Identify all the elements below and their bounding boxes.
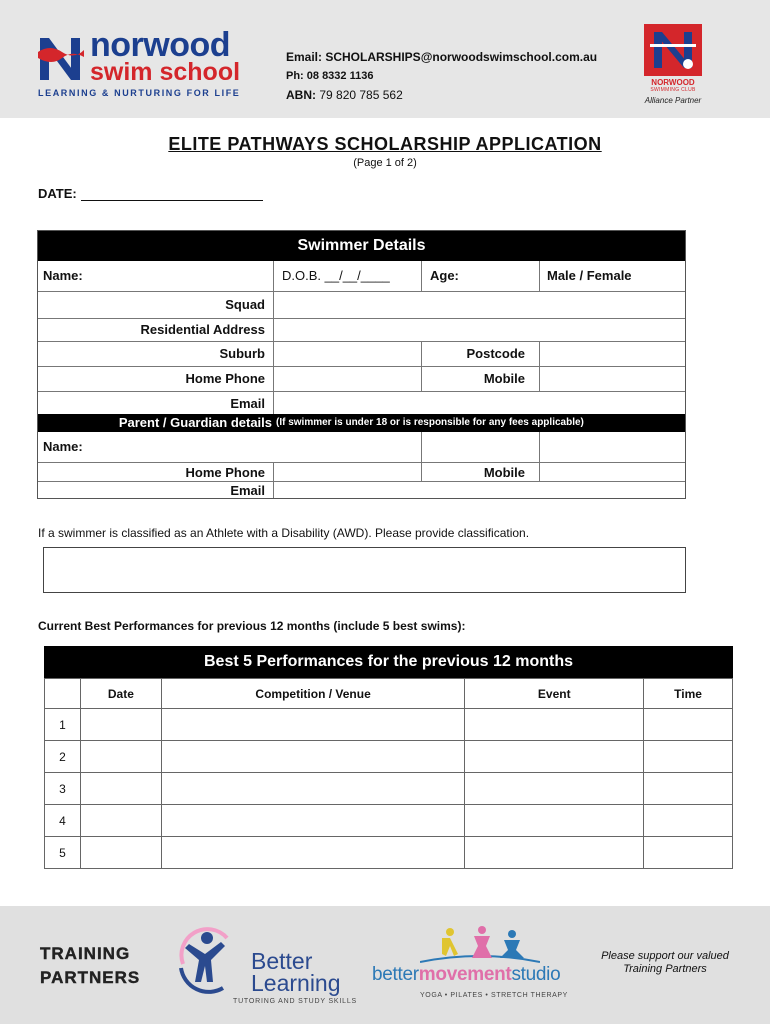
event-cell[interactable]	[465, 837, 644, 869]
col-date-header: Date	[80, 679, 161, 709]
swimmer-details-heading: Swimmer Details	[38, 231, 685, 261]
better-learning-figure-icon	[175, 924, 237, 994]
address-label: Residential Address	[140, 322, 265, 337]
time-cell[interactable]	[644, 805, 733, 837]
col-event-header: Event	[465, 679, 644, 709]
row-number: 5	[45, 837, 81, 869]
time-cell[interactable]	[644, 709, 733, 741]
postcode-label-cell	[421, 342, 539, 366]
row-number-header	[45, 679, 81, 709]
col-time-header: Time	[644, 679, 733, 709]
event-cell[interactable]	[465, 773, 644, 805]
row-number: 1	[45, 709, 81, 741]
squad-row	[38, 291, 685, 318]
performances-grid	[44, 678, 733, 869]
guardian-note: (If swimmer is under 18 or is responsible for any fees applicable)	[276, 417, 584, 428]
event-cell[interactable]	[465, 709, 644, 741]
swimming-club-n-icon	[650, 28, 696, 72]
table-row	[45, 837, 733, 869]
home-phone-input[interactable]	[273, 367, 421, 391]
yoga-figures-icon	[420, 924, 540, 964]
venue-cell[interactable]	[161, 773, 465, 805]
home-phone-label: Home Phone	[185, 371, 265, 386]
support-message: Please support our valued Training Partners	[601, 950, 729, 975]
training-partners-label: TRAINING PARTNERS	[40, 944, 141, 987]
performances-heading: Best 5 Performances for the previous 12 months	[44, 646, 733, 678]
guardian-mobile-label: Mobile	[483, 465, 525, 480]
venue-cell[interactable]	[161, 837, 465, 869]
home-phone-row	[38, 366, 685, 391]
performances-intro: Current Best Performances for previous 12 months (include 5 best swims):	[38, 619, 466, 633]
row-number: 4	[45, 805, 81, 837]
date-label: DATE:	[38, 186, 77, 201]
date-field	[38, 186, 263, 201]
event-cell[interactable]	[465, 741, 644, 773]
guardian-phone-row	[38, 462, 685, 481]
logo-tagline: LEARNING & NURTURING FOR LIFE	[38, 88, 241, 98]
footer	[0, 906, 770, 1024]
email-row	[38, 391, 685, 414]
time-cell[interactable]	[644, 741, 733, 773]
contact-block	[286, 48, 597, 105]
table-row	[45, 805, 733, 837]
logo-word-norwood: norwood	[90, 26, 231, 64]
squad-input[interactable]	[273, 292, 685, 318]
date-cell[interactable]	[80, 741, 161, 773]
suburb-input[interactable]	[273, 342, 421, 366]
date-cell[interactable]	[80, 709, 161, 741]
date-cell[interactable]	[80, 773, 161, 805]
awd-instruction: If a swimmer is classified as an Athlete with a Disability (AWD). Please provide classification.	[38, 526, 530, 540]
gender-field[interactable]	[539, 261, 685, 291]
table-row	[45, 741, 733, 773]
mobile-label-cell	[421, 367, 539, 391]
guardian-name-cell-mid[interactable]	[421, 432, 539, 462]
squad-label: Squad	[225, 297, 265, 312]
better-movement-studio-name: bettermovementstudio	[372, 964, 561, 985]
event-cell[interactable]	[465, 805, 644, 837]
venue-cell[interactable]	[161, 709, 465, 741]
contact-phone: Ph: 08 8332 1136	[286, 70, 374, 82]
dob-label: D.O.B. __/__/____	[282, 268, 390, 283]
guardian-email-label: Email	[230, 483, 265, 498]
age-field[interactable]	[421, 261, 539, 291]
table-row	[45, 773, 733, 805]
date-cell[interactable]	[80, 805, 161, 837]
email-input[interactable]	[273, 392, 685, 414]
address-row	[38, 318, 685, 341]
table-row	[45, 709, 733, 741]
alliance-badge	[644, 24, 702, 76]
header	[0, 0, 770, 118]
performances-header-row	[45, 679, 733, 709]
venue-cell[interactable]	[161, 805, 465, 837]
performances-table	[44, 646, 733, 869]
better-learning-tagline: TUTORING AND STUDY SKILLS	[233, 998, 357, 1005]
swimmer-name-label: Name:	[43, 268, 83, 283]
guardian-name-row	[38, 432, 685, 462]
contact-email: Email: SCHOLARSHIPS@norwoodswimschool.com.au	[286, 50, 598, 64]
norwood-n-icon	[38, 30, 84, 82]
guardian-mobile-input[interactable]	[539, 463, 685, 481]
alliance-name: NORWOOD	[651, 78, 695, 87]
postcode-label: Postcode	[466, 346, 525, 361]
alliance-partner-label: Alliance Partner	[644, 96, 702, 105]
guardian-name-label: Name:	[43, 439, 83, 454]
form-title: ELITE PATHWAYS SCHOLARSHIP APPLICATION	[168, 134, 602, 154]
awd-classification-input[interactable]	[43, 547, 686, 593]
guardian-name-cell-right[interactable]	[539, 432, 685, 462]
guardian-mobile-label-cell	[421, 463, 539, 481]
time-cell[interactable]	[644, 773, 733, 805]
suburb-label: Suburb	[219, 346, 265, 361]
logo-word-swim-school: swim school	[90, 58, 241, 86]
guardian-home-phone-input[interactable]	[273, 463, 421, 481]
norwood-swim-school-logo	[38, 28, 268, 102]
better-learning-name: Better Learning	[251, 948, 341, 996]
contact-abn: ABN: 79 820 785 562	[286, 88, 403, 102]
swimmer-details-table	[37, 230, 686, 499]
guardian-email-input[interactable]	[273, 482, 685, 498]
alliance-sub: SWIMMING CLUB	[650, 87, 696, 93]
time-cell[interactable]	[644, 837, 733, 869]
alliance-partner-logo	[640, 24, 706, 108]
venue-cell[interactable]	[161, 741, 465, 773]
address-input[interactable]	[273, 319, 685, 341]
col-venue-header: Competition / Venue	[161, 679, 465, 709]
better-movement-studio-logo	[372, 924, 577, 1012]
guardian-home-phone-label: Home Phone	[185, 465, 265, 480]
guardian-heading-bar	[38, 414, 685, 432]
mobile-input[interactable]	[539, 367, 685, 391]
guardian-heading: Parent / Guardian details	[118, 415, 272, 430]
gender-label: Male / Female	[547, 268, 632, 283]
postcode-input[interactable]	[539, 342, 685, 366]
date-input-line[interactable]	[81, 187, 263, 201]
row-number: 3	[45, 773, 81, 805]
email-label: Email	[230, 396, 265, 411]
age-label: Age:	[430, 268, 459, 283]
row-number: 2	[45, 741, 81, 773]
page-indicator: (Page 1 of 2)	[353, 157, 417, 169]
better-learning-logo	[175, 924, 360, 1012]
swimmer-name-row	[38, 261, 685, 291]
dob-field[interactable]	[273, 261, 421, 291]
suburb-row	[38, 341, 685, 366]
mobile-label: Mobile	[483, 371, 525, 386]
guardian-email-row	[38, 481, 685, 498]
date-cell[interactable]	[80, 837, 161, 869]
better-movement-tagline: YOGA • PILATES • STRETCH THERAPY	[420, 992, 568, 999]
